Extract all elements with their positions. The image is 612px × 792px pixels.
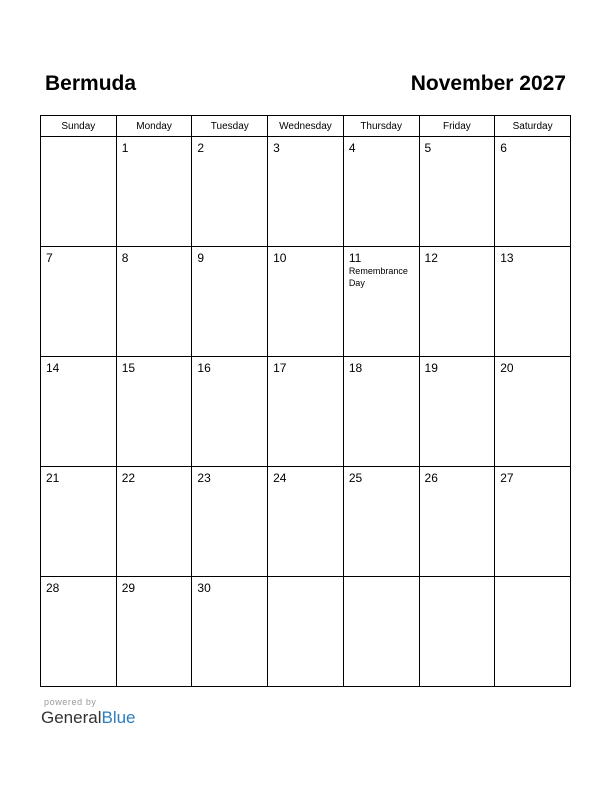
day-cell (192, 247, 268, 357)
day-cell (41, 137, 117, 247)
day-cell (343, 247, 419, 357)
day-number: 27 (500, 471, 514, 485)
day-number: 15 (121, 361, 136, 375)
weekday-header: Monday (116, 116, 192, 137)
day-cell (116, 137, 192, 247)
day-cell (268, 137, 344, 247)
day-number: 22 (121, 471, 136, 485)
day-cell (495, 247, 571, 357)
day-number: 1 (121, 141, 129, 155)
day-cell (116, 467, 192, 577)
day-number: 21 (46, 471, 60, 485)
day-number: 17 (273, 361, 287, 375)
day-cell (495, 137, 571, 247)
powered-by-label: powered by (44, 697, 97, 707)
day-number: 26 (424, 471, 438, 485)
day-cell (41, 467, 117, 577)
day-number: 8 (121, 251, 129, 265)
day-cell (268, 577, 344, 687)
week-row (41, 247, 571, 357)
month-year-title: November 2027 (410, 72, 566, 95)
day-number: 14 (46, 361, 60, 375)
calendar-grid (40, 115, 571, 687)
weekday-header: Saturday (495, 116, 571, 137)
day-number: 16 (197, 361, 211, 375)
week-row (41, 467, 571, 577)
day-cell (419, 577, 495, 687)
day-number: 18 (348, 361, 363, 375)
day-cell (343, 577, 419, 687)
weekday-header: Wednesday (268, 116, 344, 137)
brand-general-text: General (41, 708, 102, 727)
day-number (268, 577, 343, 581)
day-number: 4 (348, 141, 356, 155)
weekday-header: Friday (419, 116, 495, 137)
day-number: 10 (273, 251, 287, 265)
day-cell (268, 467, 344, 577)
day-cell (419, 467, 495, 577)
day-cell (116, 247, 192, 357)
day-cell (41, 247, 117, 357)
day-cell (343, 467, 419, 577)
day-number (420, 577, 495, 581)
day-number: 2 (197, 141, 205, 155)
week-row (41, 577, 571, 687)
day-number: 23 (197, 471, 211, 485)
weekday-header: Tuesday (192, 116, 268, 137)
day-number: 24 (273, 471, 287, 485)
day-cell (268, 247, 344, 357)
week-row (41, 137, 571, 247)
day-cell (116, 357, 192, 467)
generalblue-logo[interactable] (41, 708, 136, 728)
holiday-label: Remembrance Day (348, 266, 408, 288)
day-number: 28 (46, 581, 60, 595)
day-number: 12 (424, 251, 438, 265)
day-number (41, 137, 116, 141)
day-number (344, 577, 419, 581)
day-cell (192, 137, 268, 247)
brand-blue-text: Blue (101, 708, 136, 727)
day-number (495, 577, 570, 581)
day-number: 19 (424, 361, 438, 375)
day-cell (419, 247, 495, 357)
day-cell (419, 357, 495, 467)
day-cell (41, 577, 117, 687)
day-cell (192, 357, 268, 467)
day-cell (495, 467, 571, 577)
day-cell (495, 357, 571, 467)
day-cell (192, 577, 268, 687)
weekday-header-row (41, 116, 571, 137)
day-number: 6 (500, 141, 507, 155)
day-cell (116, 577, 192, 687)
day-number: 20 (500, 361, 514, 375)
day-number: 29 (121, 581, 136, 595)
day-cell (419, 137, 495, 247)
day-cell (343, 137, 419, 247)
day-cell (192, 467, 268, 577)
day-cell (268, 357, 344, 467)
day-number: 11 (348, 251, 362, 265)
country-title: Bermuda (45, 72, 137, 95)
weekday-header: Thursday (343, 116, 419, 137)
day-cell (495, 577, 571, 687)
day-number: 30 (197, 581, 211, 595)
weekday-header: Sunday (41, 116, 117, 137)
day-number: 7 (46, 251, 53, 265)
day-number: 13 (500, 251, 514, 265)
day-number: 25 (348, 471, 363, 485)
day-cell (41, 357, 117, 467)
day-number: 3 (273, 141, 280, 155)
day-number: 5 (424, 141, 432, 155)
day-cell (343, 357, 419, 467)
week-row (41, 357, 571, 467)
day-number: 9 (197, 251, 205, 265)
